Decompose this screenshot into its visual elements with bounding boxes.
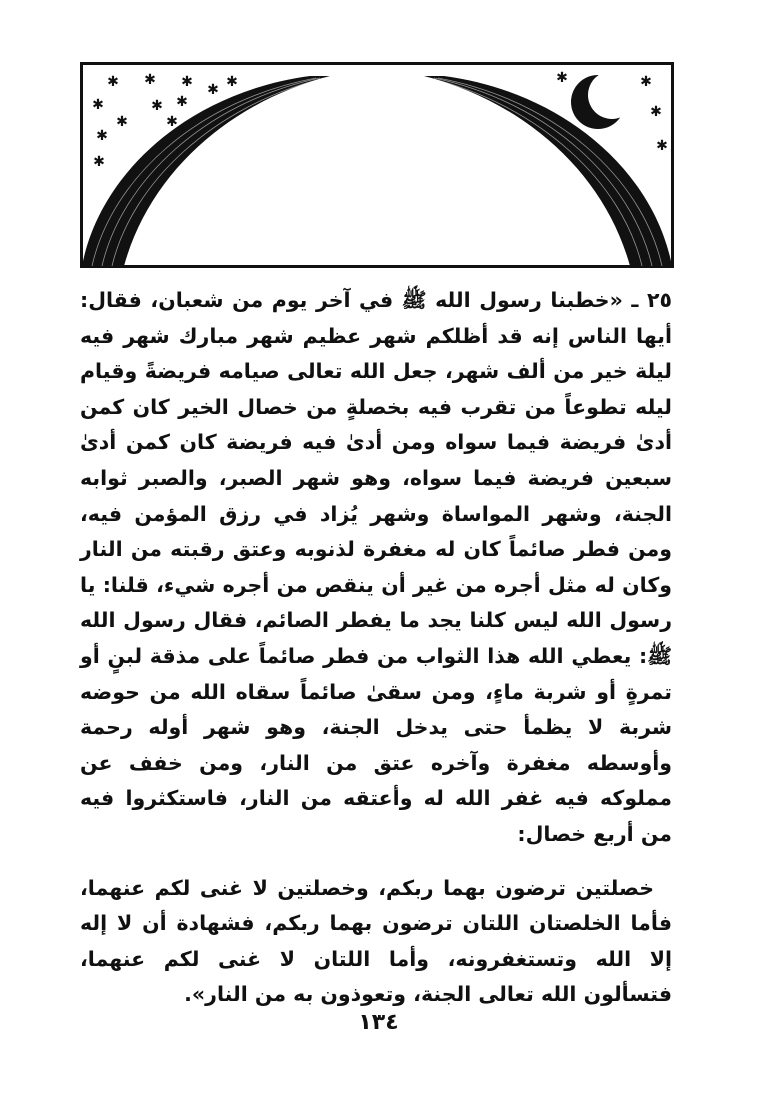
svg-text:✱: ✱ [116, 114, 128, 130]
svg-text:✱: ✱ [650, 104, 662, 120]
hadith-paragraph-2: خصلتين ترضون بهما ربكم، وخصلتين لا غنى لكم عنهما، فأما الخلصتان اللتان ترضون بهما ربكم، فشهادة أن لا إله إلا الله وتستغفرونه، وأما اللتان لا غنى لكم عنهما، فتسألون الله تعالى الجنة، وتعوذون به من النار». [80, 875, 672, 1007]
svg-text:✱: ✱ [656, 138, 668, 154]
svg-text:✱: ✱ [166, 114, 178, 130]
svg-text:✱: ✱ [207, 82, 219, 98]
hadith-text [80, 283, 672, 1013]
svg-text:✱: ✱ [640, 74, 652, 90]
svg-text:✱: ✱ [93, 154, 105, 170]
hadith-dash: ـ [622, 288, 647, 312]
hadith-paragraph-1 [80, 283, 672, 853]
svg-text:✱: ✱ [107, 74, 119, 90]
page-number: ١٣٤ [358, 1010, 399, 1035]
svg-text:✱: ✱ [151, 98, 163, 114]
svg-text:✱: ✱ [144, 72, 156, 88]
svg-text:✱: ✱ [226, 74, 238, 90]
svg-text:✱: ✱ [92, 97, 104, 113]
svg-text:✱: ✱ [181, 74, 193, 90]
decorative-header-frame [80, 62, 674, 268]
hadith-body-1: «خطبنا رسول الله ﷺ في آخر يوم من شعبان، فقال: أيها الناس إنه قد أظلكم شهر عظيم شهر مبارك شهر فيه ليلة خير من ألف شهر، جعل الله تعالى صيامه فريضةً وقيام ليله تطوعاً من تقرب فيه بخصلةٍ من خصال الخير كان كمن أدىٰ فريضة فيما سواه ومن أدىٰ فيه فريضة كان كمن أدىٰ سبعين فريضة فيما سواه، وهو شهر الصبر، والصبر ثوابه الجنة، وشهر المواساة وشهر يُزاد في رزق المؤمن فيه، ومن فطر صائماً كان له مغفرة لذنوبه وعتق رقبته من النار وكان له مثل أجره من غير أن ينقص من أجره شيء، قلنا: يا رسول الله ليس كلنا يجد ما يفطر الصائم، فقال رسول الله ﷺ: يعطي الله هذا الثواب من فطر صائماً على مذقة لبنٍ أو تمرةٍ أو شربة ماءٍ، ومن سقىٰ صائماً سقاه الله من حوضه شربة لا يظمأ حتى يدخل الجنة، وهو شهر أوله رحمة وأوسطه مغفرة وآخره عتق من النار، ومن خفف عن مملوكه فيه غفر الله له وأعتقه من النار، فاستكثروا فيه من أربع خصال: [80, 288, 672, 846]
hadith-number: ٢٥ [646, 288, 673, 312]
svg-text:✱: ✱ [176, 94, 188, 110]
svg-text:✱: ✱ [556, 70, 568, 86]
svg-text:✱: ✱ [96, 128, 108, 144]
